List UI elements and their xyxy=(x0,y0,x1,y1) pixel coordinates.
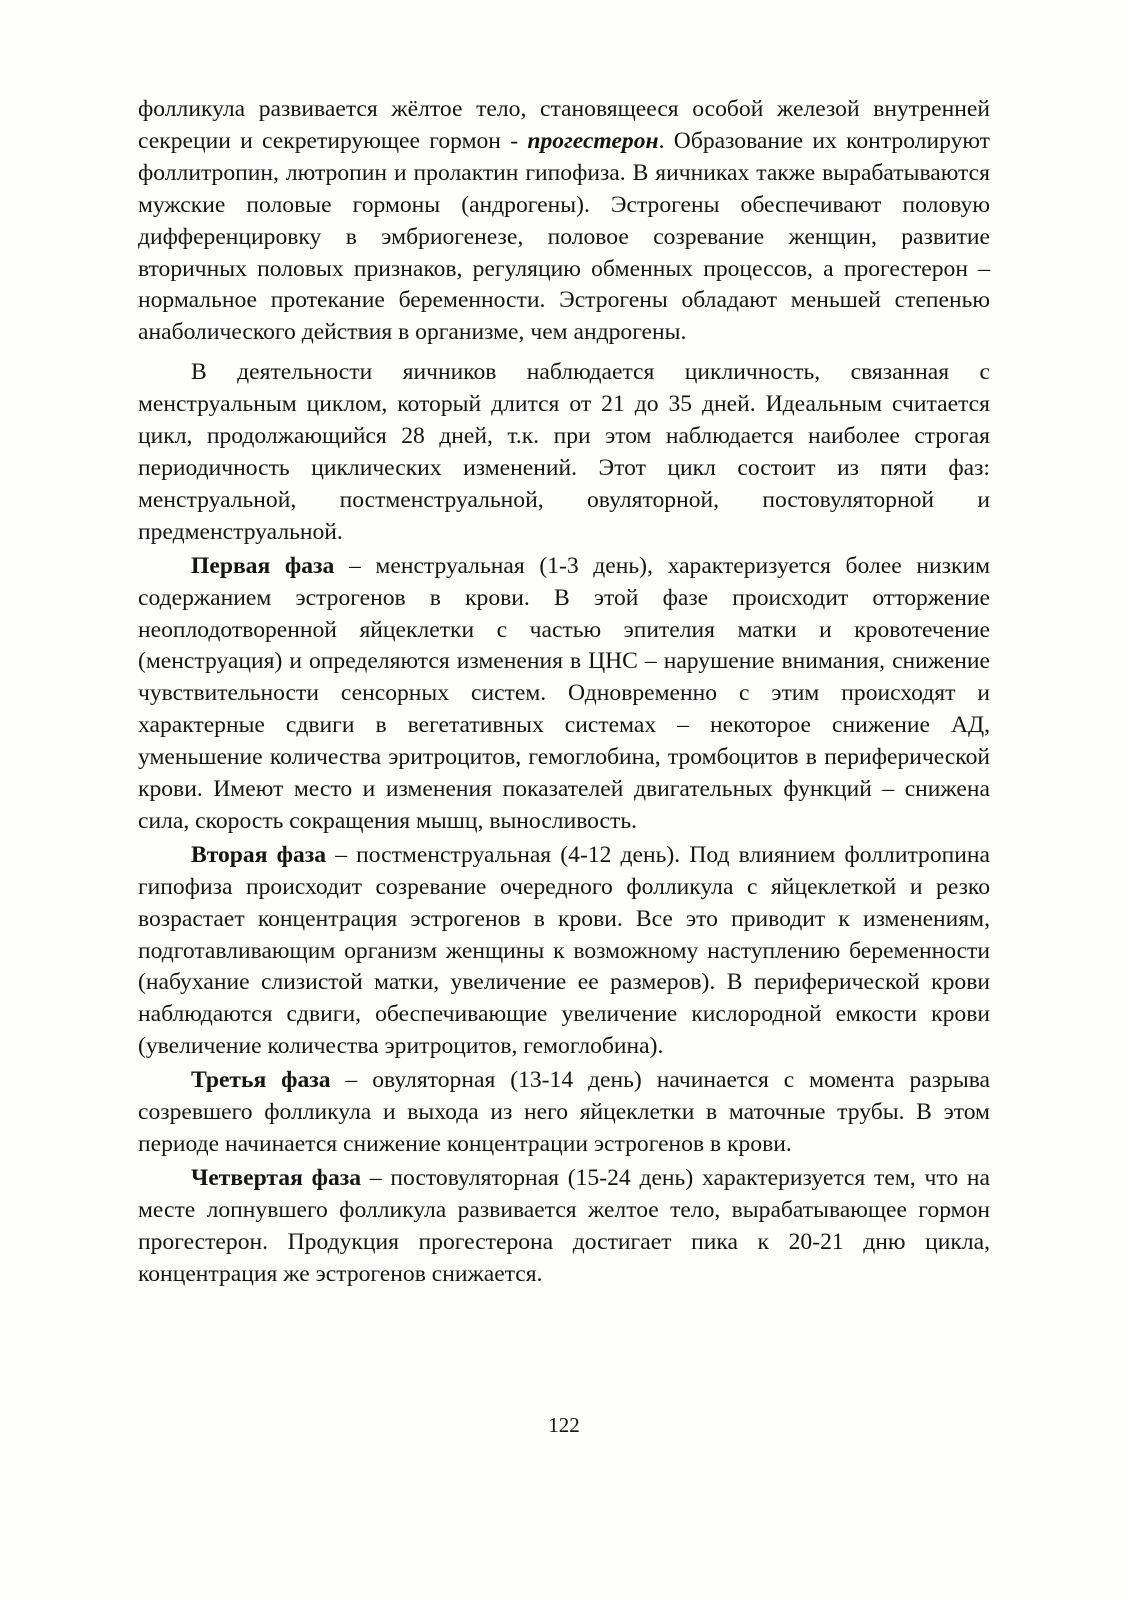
paragraph-second-phase xyxy=(138,840,990,1063)
second-phase-heading: Вторая фаза xyxy=(191,841,327,868)
paragraph-first-phase xyxy=(138,551,990,838)
paragraph-estrogens xyxy=(138,94,990,349)
third-phase-text: – овуляторная (13-14 день) начинается с момента разрыва созревшего фолликула и выхода из него яйцеклетки в маточные трубы. В этом периоде начинается снижение концентрации эстрогенов в крови. xyxy=(138,1067,990,1157)
term-progesterone: прогестерон xyxy=(527,127,659,154)
body-text xyxy=(138,94,990,1291)
page-number: 122 xyxy=(548,1413,580,1437)
fourth-phase-heading: Четвертая фаза xyxy=(191,1164,362,1191)
first-phase-text: – менструальная (1-3 день), характеризуется более низким содержанием эстрогенов в крови. В этой фазе происходит отторжение неоплодотворенной яйцеклетки с частью эпителия матки и кровотечение (менструация) и определяются изменения в ЦНС – нарушение внимания, снижение чувствительности сенсорных систем. Одновременно с этим происходят и характерные сдвиги в вегетативных системах – некоторое снижение АД, уменьшение количества эритроцитов, гемоглобина, тромбоцитов в периферической крови. Имеют место и изменения показателей двигательных функций – снижена сила, скорость сокращения мышц, выносливость. xyxy=(138,552,990,834)
first-phase-heading: Первая фаза xyxy=(191,552,335,579)
paragraph-estrogens-rest: . Образование их контролируют фоллитропин, лютропин и пролактин гипофиза. В яичниках также вырабатываются мужские половые гормоны (андрогены). Эстрогены обеспечивают половую дифференцировку в эмбриогенезе, половое созревание женщин, развитие вторичных половых признаков, регуляцию обменных процессов, а прогестерон – нормальное протекание беременности. Эстрогены обладают меньшей степенью анаболического действия в организме, чем андрогены. xyxy=(138,127,990,346)
fourth-phase-text: – постовуляторная (15-24 день) характеризуется тем, что на месте лопнувшего фолликула развивается желтое тело, вырабатывающее гормон прогестерон. Продукция прогестерона достигает пика к 20-21 дню цикла, концентрация же эстрогенов снижается. xyxy=(138,1164,991,1287)
third-phase-heading: Третья фаза xyxy=(191,1067,331,1094)
second-phase-text: – постменструальная (4-12 день). Под влиянием фоллитропина гипофиза происходит созревание очередного фолликула с яйцеклеткой и резко возрастает концентрация эстрогенов в крови. Все это приводит к изменениям, подготавливающим организм женщины к возможному наступлению беременности (набухание слизистой матки, увеличение ее размеров). В периферической крови наблюдаются сдвиги, обеспечивающие увеличение кислородной емкости крови (увеличение количества эритроцитов, гемоглобина). xyxy=(138,841,990,1060)
paragraph-ovarian-cycle: В деятельности яичников наблюдается цикличность, связанная с менструальным циклом, который длится от 21 до 35 дней. Идеальным считается цикл, продолжающийся 28 дней, т.к. при этом наблюдается наиболее строгая периодичность циклических изменений. Этот цикл состоит из пяти фаз: менструальной, постменструальной, овуляторной, постовуляторной и предменструальной. xyxy=(138,359,990,545)
paragraph-fourth-phase xyxy=(138,1163,990,1291)
paragraph-third-phase xyxy=(138,1065,990,1161)
paragraph-estrogens-start: фолликула развивается жёлтое тело, становящееся особой железой внутренней секреции и секретирующее гормон - xyxy=(138,96,990,154)
